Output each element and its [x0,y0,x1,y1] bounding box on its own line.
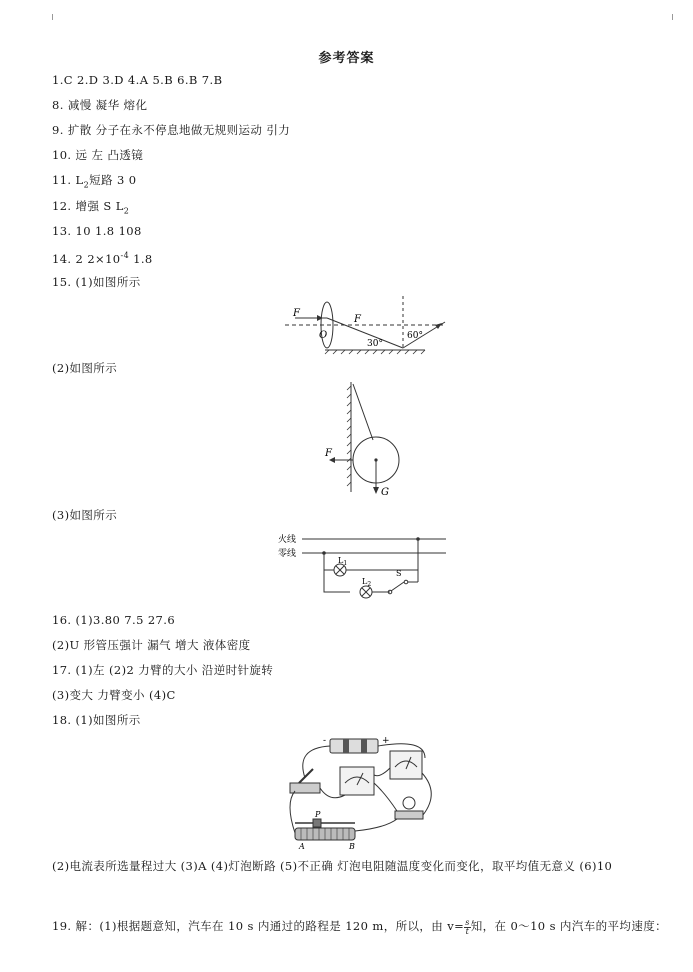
force-F-label: F [325,448,332,459]
answer-15-1: 15. (1)如图所示 [52,275,141,289]
answer-1-7: 1.C 2.D 3.D 4.A 5.B 6.B 7.B [52,73,223,87]
terminal-A-label: A [299,842,305,851]
answer-16-1: 16. (1)3.80 7.5 27.6 [52,613,176,627]
answer-19 [52,913,672,939]
answer-15-2: (2)如图所示 [52,361,118,375]
answer-14-b: 1.8 [129,251,153,266]
wall-hatching [347,386,351,486]
battery [330,739,378,753]
angle-label-30: 30° [367,339,383,349]
answer-12-a: 12. 增强 S L [52,199,124,213]
answer-12 [52,198,129,219]
answer-11-sub: 2 [83,180,90,190]
experiment-apparatus-figure [285,733,445,851]
mirror-hatching [325,350,425,354]
angle-label-60: 60° [407,331,423,341]
refracted-ray [327,318,403,348]
answer-13: 13. 10 1.8 108 [52,224,142,238]
live-wire-label: 火线 [278,535,297,545]
gravity-head [373,487,379,494]
answer-14 [52,248,153,267]
L1-label: $L_1$ [338,556,348,567]
battery-plus-label: + [382,736,390,746]
lamp-bulb [403,797,415,809]
ray-arrow [317,315,323,321]
neutral-wire-label: 零线 [278,549,297,559]
page-title: 参考答案 [318,51,375,66]
fraction-numerator: s [465,917,470,927]
answer-14-a: 14. 2 2×10 [52,251,121,266]
answer-11-a: 11. L [52,173,84,187]
answer-9: 9. 扩散 分子在永不停息地做无规则运动 引力 [52,123,291,137]
fraction-denominator: t [465,926,470,936]
ball-wall-figure [315,380,410,500]
terminal-B-label: B [349,842,355,851]
answer-14-sup: -4 [120,251,130,260]
answer-12-sub: 2 [123,206,130,216]
answer-15-3: (3)如图所示 [52,508,118,522]
focus-label-right: F [354,314,361,325]
margin-mark-left [52,14,53,20]
household-circuit-figure [278,530,453,605]
answer-18-1: 18. (1)如图所示 [52,713,141,727]
answer-18-2: (2)电流表所选量程过大 (3)A (4)灯泡断路 (5)不正确 灯泡电阻随温度变化而变化，取平均值无意义 (6)10 [52,859,613,873]
answer-19-a: 19. 解：(1)根据题意知，汽车在 10 s 内通过的路程是 120 m，所以，由 v= [52,919,465,933]
answer-19-b: 知，在 0～10 s 内汽车的平均速度： [470,919,668,933]
rope [353,384,373,440]
answer-8: 8. 减慢 凝华 熔化 [52,98,148,112]
focus-label-left: F [293,308,300,319]
gravity-G-label: G [381,487,389,498]
slider-P-label: P [315,810,321,819]
optical-center-label: O [319,330,328,341]
lens-reflection-figure [285,294,455,356]
switch-S-label: S [396,569,402,578]
answer-16-2: (2)U 形管压强计 漏气 增大 液体密度 [52,638,251,652]
lamp-base [395,811,423,819]
ammeter [340,767,374,795]
rheostat-slider [313,819,321,827]
switch-S [391,582,404,591]
switch-lever [299,769,313,783]
answer-11 [52,172,136,193]
answer-11-b: 短路 3 0 [89,173,137,187]
answer-17-1: 17. (1)左 (2)2 力臂的大小 沿逆时针旋转 [52,663,274,677]
battery-minus-label: - [323,736,327,746]
margin-mark-right [672,14,673,20]
voltmeter [390,751,422,779]
answer-10: 10. 远 左 凸透镜 [52,148,144,162]
answer-17-2: (3)变大 力臂变小 (4)C [52,688,176,702]
L2-label: $L_2$ [362,577,372,588]
